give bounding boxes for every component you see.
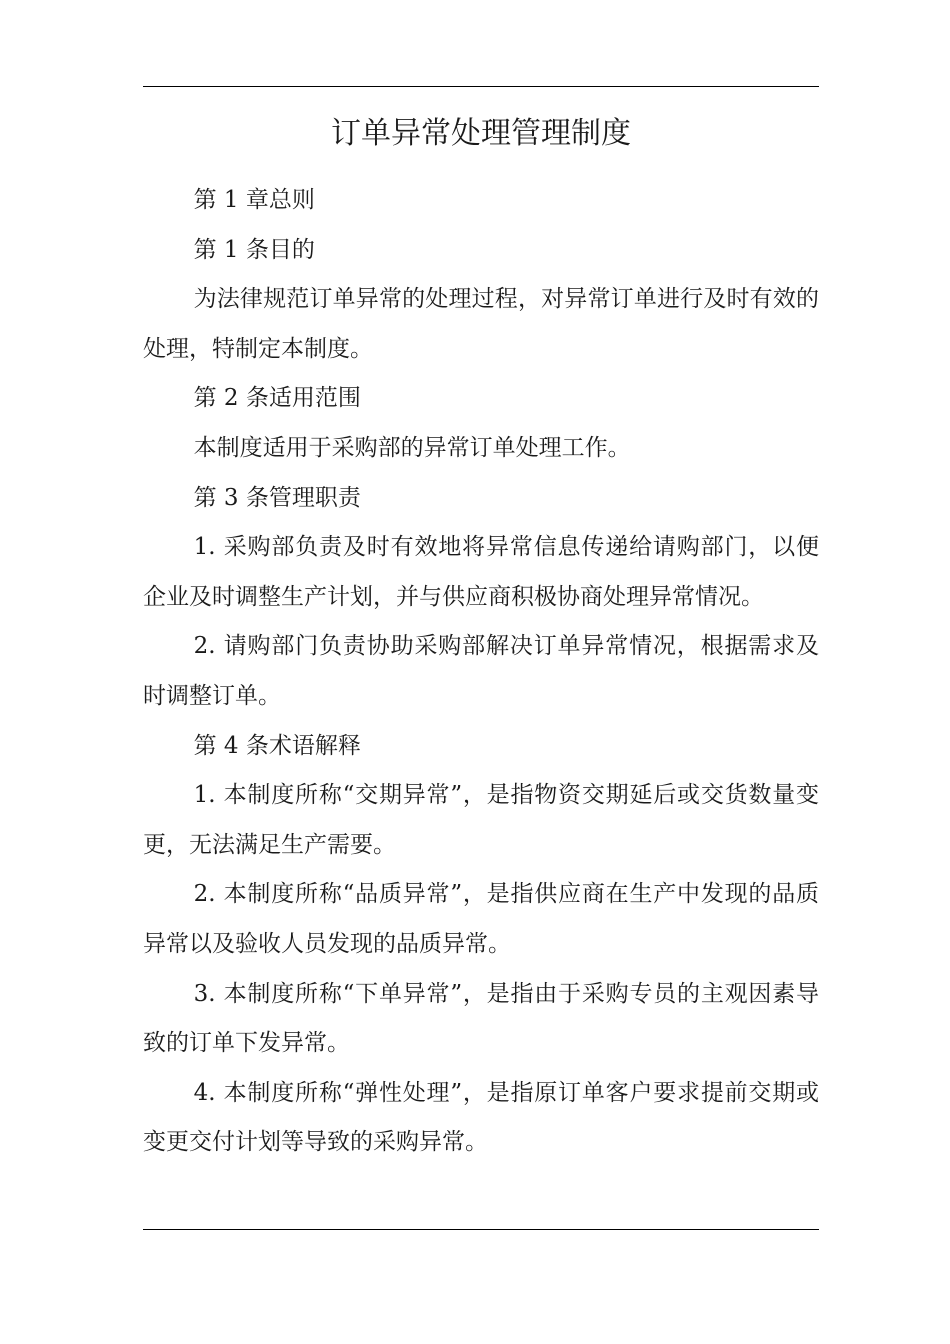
list-item: 4. 本制度所称“弹性处理”，是指原订单客户要求提前交期或变更交付计划等导致的采购异常。 — [143, 1079, 819, 1156]
body-paragraph: 本制度适用于采购部的异常订单处理工作。 — [193, 434, 631, 461]
body-paragraph: 为法律规范订单异常的处理过程，对异常订单进行及时有效的处理，特制定本制度。 — [143, 286, 819, 362]
list-item: 2. 本制度所称“品质异常”，是指供应商在生产中发现的品质异常以及验收人员发现的品质异常。 — [143, 881, 819, 957]
article-heading: 第 2 条适用范围 — [193, 385, 361, 412]
list-item: 2. 请购部门负责协助采购部解决订单异常情况，根据需求及时调整订单。 — [143, 633, 819, 709]
document-body — [143, 176, 819, 1168]
document-title: 订单异常处理管理制度 — [331, 116, 631, 151]
article-heading: 第 1 条目的 — [193, 236, 315, 263]
article-heading: 第 4 条术语解释 — [193, 732, 361, 759]
list-item: 3. 本制度所称“下单异常”，是指由于采购专员的主观因素导致的订单下发异常。 — [143, 980, 819, 1057]
footer-rule — [143, 1229, 819, 1230]
header-rule — [143, 86, 819, 87]
article-heading: 第 3 条管理职责 — [193, 484, 361, 511]
list-item: 1. 采购部负责及时有效地将异常信息传递给请购部门，以便企业及时调整生产计划，并与供应商积极协商处理异常情况。 — [143, 534, 819, 610]
chapter-heading: 第 1 章总则 — [193, 187, 315, 213]
list-item: 1. 本制度所称“交期异常”，是指物资交期延后或交货数量变更，无法满足生产需要。 — [143, 782, 819, 858]
